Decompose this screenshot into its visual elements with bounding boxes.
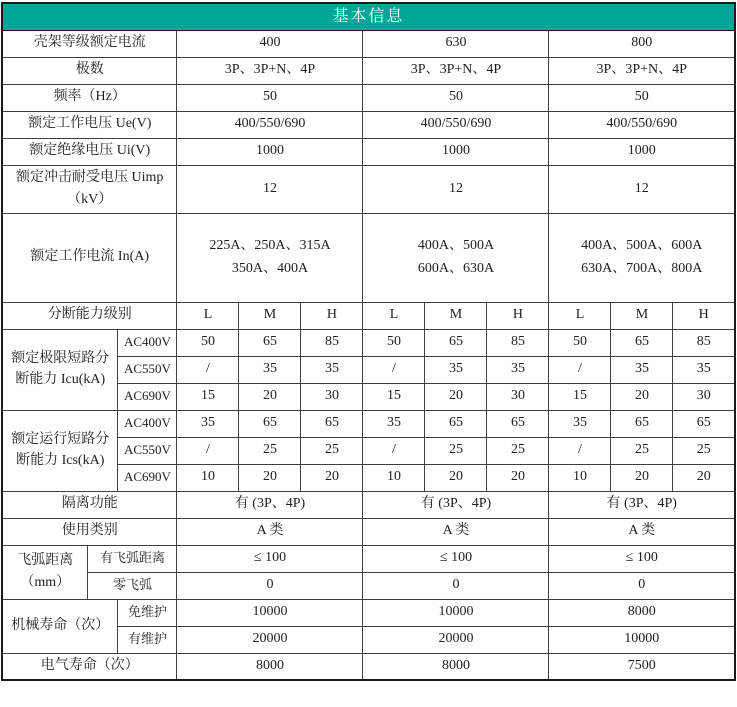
icu-ac400v-value: 85	[487, 329, 549, 356]
ics-ac550v-value: /	[177, 437, 239, 464]
electrical-life-value: 8000	[363, 653, 549, 680]
icu-ac690v-value: 15	[363, 383, 425, 410]
electrical-life-row	[2, 653, 735, 680]
ics-ac690v-value: 10	[363, 464, 425, 491]
uimp-label-line1: 额定冲击耐受电压 Uimp	[16, 169, 164, 185]
category-value: A 类	[549, 518, 735, 545]
ics-ac400v-value: 35	[363, 410, 425, 437]
icu-ac690v-value: 20	[611, 383, 673, 410]
category-value: A 类	[363, 518, 549, 545]
ue-label: 额定工作电压 Ue(V)	[2, 111, 177, 138]
breaking-level-header: L	[549, 302, 611, 329]
ics-ac400v-value: 65	[487, 410, 549, 437]
zero-arc-value: 0	[363, 572, 549, 599]
ics-ac690v-value: 20	[487, 464, 549, 491]
arc-with-distance-sublabel: 有飞弧距离	[88, 545, 177, 572]
ics-ac690v-value: 20	[673, 464, 735, 491]
ics-sublabel-ac550v: AC550V	[118, 437, 177, 464]
electrical-life-label: 电气寿命（次）	[2, 653, 177, 680]
mech-life-maint-value: 20000	[363, 626, 549, 653]
poles-row	[2, 57, 735, 84]
category-row	[2, 518, 735, 545]
ics-ac690v-value: 20	[425, 464, 487, 491]
icu-ac550v-value: /	[363, 356, 425, 383]
rated-current-value	[177, 213, 363, 302]
icu-ac690v-value: 30	[301, 383, 363, 410]
icu-ac400v-value: 65	[239, 329, 301, 356]
ics-sublabel-ac690v: AC690V	[118, 464, 177, 491]
icu-ac400v-value: 50	[363, 329, 425, 356]
breaking-level-header: L	[363, 302, 425, 329]
isolation-label: 隔离功能	[2, 491, 177, 518]
mech-life-maint-value: 20000	[177, 626, 363, 653]
icu-ac400v-value: 65	[611, 329, 673, 356]
uimp-value: 12	[177, 165, 363, 213]
ue-value: 400/550/690	[177, 111, 363, 138]
spec-table	[1, 2, 736, 681]
icu-sublabel-ac690v: AC690V	[118, 383, 177, 410]
frequency-value: 50	[177, 84, 363, 111]
table-title: 基本信息	[2, 3, 735, 30]
icu-label: 额定极限短路分断能力 Icu(kA)	[2, 329, 118, 410]
ue-row	[2, 111, 735, 138]
isolation-value: 有 (3P、4P)	[549, 491, 735, 518]
poles-value: 3P、3P+N、4P	[549, 57, 735, 84]
ics-label: 额定运行短路分断能力 Ics(kA)	[2, 410, 118, 491]
uimp-label	[2, 165, 177, 213]
icu-ac550v-value: 35	[301, 356, 363, 383]
icu-ac400v-value: 85	[673, 329, 735, 356]
zero-arc-value: 0	[177, 572, 363, 599]
icu-ac550v-value: 35	[425, 356, 487, 383]
ics-ac550v-value: 25	[673, 437, 735, 464]
icu-ac400v-value: 65	[425, 329, 487, 356]
rated-current-label: 额定工作电流 In(A)	[2, 213, 177, 302]
ui-row	[2, 138, 735, 165]
poles-value: 3P、3P+N、4P	[177, 57, 363, 84]
arc-distance-label	[2, 545, 88, 599]
ics-ac400v-value: 65	[425, 410, 487, 437]
ics-ac400v-value: 65	[673, 410, 735, 437]
ue-value: 400/550/690	[549, 111, 735, 138]
ics-ac690v-value: 20	[239, 464, 301, 491]
rated-current-line1: 400A、500A	[417, 238, 495, 254]
arc-with-distance-value: ≤ 100	[549, 545, 735, 572]
ue-value: 400/550/690	[363, 111, 549, 138]
breaking-level-label: 分断能力级别	[2, 302, 177, 329]
icu-ac690v-value: 30	[487, 383, 549, 410]
ics-ac400v-value: 35	[177, 410, 239, 437]
breaking-level-row	[2, 302, 735, 329]
icu-ac550v-value: /	[549, 356, 611, 383]
icu-sublabel-ac400v: AC400V	[118, 329, 177, 356]
icu-sublabel-ac550v: AC550V	[118, 356, 177, 383]
category-label: 使用类别	[2, 518, 177, 545]
icu-ac550v-value: 35	[487, 356, 549, 383]
breaking-level-header: H	[673, 302, 735, 329]
frame-current-label: 壳架等级额定电流	[2, 30, 177, 57]
icu-ac400v-row	[2, 329, 735, 356]
arc-distance-row	[2, 545, 735, 572]
icu-ac550v-value: 35	[239, 356, 301, 383]
frequency-label: 频率（Hz）	[2, 84, 177, 111]
breaking-level-header: M	[239, 302, 301, 329]
mech-life-free-row	[2, 599, 735, 626]
ics-ac550v-value: 25	[301, 437, 363, 464]
ics-ac550v-value: /	[549, 437, 611, 464]
arc-distance-label-line1: 飞弧距离	[17, 552, 74, 568]
mech-life-label: 机械寿命（次）	[2, 599, 118, 653]
frequency-row	[2, 84, 735, 111]
frame-current-value: 400	[177, 30, 363, 57]
ui-value: 1000	[363, 138, 549, 165]
ics-sublabel-ac400v: AC400V	[118, 410, 177, 437]
ics-ac400v-value: 65	[301, 410, 363, 437]
icu-ac690v-value: 15	[177, 383, 239, 410]
rated-current-line1: 225A、250A、315A	[209, 238, 331, 254]
ics-ac400v-value: 65	[611, 410, 673, 437]
ics-ac550v-value: /	[363, 437, 425, 464]
poles-value: 3P、3P+N、4P	[363, 57, 549, 84]
arc-with-distance-value: ≤ 100	[363, 545, 549, 572]
breaking-level-header: M	[611, 302, 673, 329]
icu-ac550v-value: 35	[673, 356, 735, 383]
ics-ac550v-value: 25	[239, 437, 301, 464]
rated-current-line2: 600A、630A	[417, 260, 495, 276]
rated-current-value	[549, 213, 735, 302]
ui-value: 1000	[549, 138, 735, 165]
rated-current-value	[363, 213, 549, 302]
breaking-level-header: H	[487, 302, 549, 329]
rated-current-line2: 350A、400A	[231, 260, 309, 276]
icu-ac400v-value: 85	[301, 329, 363, 356]
uimp-row	[2, 165, 735, 213]
icu-ac550v-value: 35	[611, 356, 673, 383]
frequency-value: 50	[363, 84, 549, 111]
rated-current-line2: 630A、700A、800A	[581, 260, 703, 276]
ics-ac400v-value: 35	[549, 410, 611, 437]
mech-life-free-value: 8000	[549, 599, 735, 626]
ui-label: 额定绝缘电压 Ui(V)	[2, 138, 177, 165]
category-value: A 类	[177, 518, 363, 545]
poles-label: 极数	[2, 57, 177, 84]
breaking-level-header: L	[177, 302, 239, 329]
mech-life-free-value: 10000	[363, 599, 549, 626]
ui-value: 1000	[177, 138, 363, 165]
ics-ac690v-value: 20	[611, 464, 673, 491]
ics-ac400v-row	[2, 410, 735, 437]
ics-ac550v-value: 25	[487, 437, 549, 464]
zero-arc-row	[2, 572, 735, 599]
arc-distance-label-line2: （mm）	[20, 575, 71, 590]
ics-ac690v-value: 20	[301, 464, 363, 491]
isolation-value: 有 (3P、4P)	[363, 491, 549, 518]
icu-ac400v-value: 50	[549, 329, 611, 356]
mech-life-free-sublabel: 免维护	[118, 599, 177, 626]
ics-ac550v-value: 25	[425, 437, 487, 464]
breaking-level-header: M	[425, 302, 487, 329]
frequency-value: 50	[549, 84, 735, 111]
rated-current-row	[2, 213, 735, 302]
isolation-row	[2, 491, 735, 518]
frame-current-value: 630	[363, 30, 549, 57]
ics-ac400v-value: 65	[239, 410, 301, 437]
icu-ac690v-value: 20	[425, 383, 487, 410]
zero-arc-value: 0	[549, 572, 735, 599]
zero-arc-sublabel: 零飞弧	[88, 572, 177, 599]
frame-current-value: 800	[549, 30, 735, 57]
ics-ac690v-value: 10	[549, 464, 611, 491]
mech-life-maint-value: 10000	[549, 626, 735, 653]
icu-ac690v-value: 20	[239, 383, 301, 410]
frame-current-row	[2, 30, 735, 57]
electrical-life-value: 8000	[177, 653, 363, 680]
ics-ac550v-value: 25	[611, 437, 673, 464]
ics-ac690v-value: 10	[177, 464, 239, 491]
table-header-row	[2, 3, 735, 30]
rated-current-line1: 400A、500A、600A	[581, 238, 703, 254]
icu-ac550v-value: /	[177, 356, 239, 383]
mech-life-free-value: 10000	[177, 599, 363, 626]
electrical-life-value: 7500	[549, 653, 735, 680]
icu-ac690v-value: 30	[673, 383, 735, 410]
uimp-label-line2: （kV）	[67, 192, 113, 207]
icu-ac400v-value: 50	[177, 329, 239, 356]
uimp-value: 12	[363, 165, 549, 213]
uimp-value: 12	[549, 165, 735, 213]
icu-ac690v-value: 15	[549, 383, 611, 410]
mech-life-maint-sublabel: 有维护	[118, 626, 177, 653]
breaking-level-header: H	[301, 302, 363, 329]
isolation-value: 有 (3P、4P)	[177, 491, 363, 518]
arc-with-distance-value: ≤ 100	[177, 545, 363, 572]
